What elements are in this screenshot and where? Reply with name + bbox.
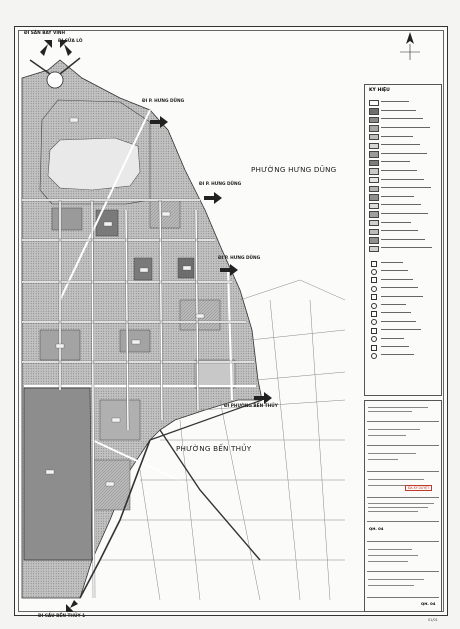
legend-text-line xyxy=(381,346,409,347)
legend-symbol-row xyxy=(369,327,441,333)
legend-swatch xyxy=(369,134,379,141)
legend-swatch xyxy=(369,125,379,132)
block-dark xyxy=(52,208,82,230)
legend-symbol-row xyxy=(369,268,441,274)
legend-row xyxy=(369,142,441,148)
legend-symbol-row xyxy=(369,319,441,325)
legend-text-line xyxy=(381,321,416,322)
legend-symbol-row xyxy=(369,352,441,358)
legend-swatch xyxy=(369,117,379,124)
legend-text-line xyxy=(381,304,406,305)
legend-text-line xyxy=(381,296,423,297)
legend-text-line xyxy=(381,101,409,102)
legend-symbol-row xyxy=(369,310,441,316)
legend-text-line xyxy=(381,270,408,271)
legend-text-line xyxy=(381,279,413,280)
legend-symbol-row xyxy=(369,285,441,291)
legend-text-line xyxy=(381,222,411,223)
legend-symbol xyxy=(371,277,377,283)
legend-swatch xyxy=(369,246,379,253)
drawing-code: QH. 04 xyxy=(369,526,384,531)
legend-swatch xyxy=(369,229,379,236)
legend-text-line xyxy=(381,354,414,355)
legend-row xyxy=(369,245,441,251)
legend-text-line xyxy=(381,213,428,214)
legend-symbol xyxy=(371,311,377,317)
legend-text-line xyxy=(381,312,411,313)
legend-swatch xyxy=(369,177,379,184)
legend-symbol xyxy=(371,294,377,300)
legend-row xyxy=(369,168,441,174)
direction-label-bridge: ĐI CẦU BẾN THỦY 1 xyxy=(38,614,86,619)
direction-label-hung-dung-1: ĐI P. HƯNG DŨNG xyxy=(142,99,185,104)
legend-text-line xyxy=(381,170,417,171)
legend-swatch xyxy=(369,168,379,175)
legend-symbol-row xyxy=(369,302,441,308)
legend-swatch xyxy=(369,151,379,158)
ward-label-hung-dung: PHƯỜNG HƯNG DŨNG xyxy=(251,165,337,174)
legend-panel xyxy=(364,84,442,396)
legend-row xyxy=(369,228,441,234)
legend-row xyxy=(369,125,441,131)
legend-swatch xyxy=(369,186,379,193)
legend-text-line xyxy=(381,204,421,205)
legend-text-line xyxy=(381,153,427,154)
legend-swatch xyxy=(369,211,379,218)
legend-text-line xyxy=(381,239,425,240)
direction-arrow-icon xyxy=(204,192,222,204)
sheet-reference: 01/01 xyxy=(428,618,438,622)
legend-symbol xyxy=(371,269,377,275)
legend-row xyxy=(369,194,441,200)
legend-symbol xyxy=(371,328,377,334)
legend-text-line xyxy=(381,287,418,288)
legend-row xyxy=(369,159,441,165)
legend-swatch xyxy=(369,203,379,210)
legend-symbol xyxy=(371,286,377,292)
legend-row xyxy=(369,133,441,139)
legend-symbol xyxy=(371,261,377,267)
legend-symbol-row xyxy=(369,335,441,341)
legend-symbol xyxy=(371,353,377,359)
legend-symbol-row xyxy=(369,260,441,266)
legend-row xyxy=(369,211,441,217)
legend-text-line xyxy=(381,187,431,188)
direction-label-cua-lo: ĐI CỬA LÒ xyxy=(58,39,83,44)
legend-text-line xyxy=(381,230,418,231)
legend-text-line xyxy=(381,161,410,162)
direction-arrow-icon xyxy=(40,40,52,56)
legend-swatch xyxy=(369,100,379,107)
legend-text-line xyxy=(381,118,423,119)
legend-swatch xyxy=(369,220,379,227)
legend-row xyxy=(369,99,441,105)
legend-symbol-row xyxy=(369,277,441,283)
legend-symbol-row xyxy=(369,293,441,299)
legend-text-line xyxy=(381,127,430,128)
direction-label-ben-thuy: ĐI PHƯỜNG BẾN THỦY xyxy=(224,404,278,409)
legend-text-line xyxy=(381,196,414,197)
legend-row xyxy=(369,151,441,157)
legend-row xyxy=(369,176,441,182)
legend-symbol-row xyxy=(369,344,441,350)
legend-symbol xyxy=(371,345,377,351)
legend-text-line xyxy=(381,247,432,248)
lake-park xyxy=(48,138,140,190)
title-block xyxy=(364,400,442,612)
legend-text-line xyxy=(381,329,421,330)
direction-label-hung-dung-2: ĐI P. HƯNG DŨNG xyxy=(199,182,242,187)
direction-label-hung-dung-3: ĐI P. HƯNG DŨNG xyxy=(218,256,261,261)
legend-symbol xyxy=(371,336,377,342)
legend-swatch xyxy=(369,108,379,115)
direction-arrow-icon xyxy=(66,600,78,612)
sheet-number: QH. 04 xyxy=(421,601,436,606)
large-block xyxy=(24,388,92,560)
legend-swatch xyxy=(369,143,379,150)
legend-text-line xyxy=(381,136,413,137)
legend-swatch xyxy=(369,237,379,244)
approval-stamp: ĐÃ KÝ DUYỆT xyxy=(405,485,432,491)
block-dark xyxy=(195,360,235,388)
legend-row xyxy=(369,185,441,191)
legend-text-line xyxy=(381,262,403,263)
legend-row xyxy=(369,202,441,208)
north-arrow-icon xyxy=(400,32,420,60)
legend-text-line xyxy=(381,338,404,339)
legend-text-line xyxy=(381,179,424,180)
legend-text-line xyxy=(381,110,416,111)
legend-symbol xyxy=(371,319,377,325)
legend-swatch xyxy=(369,194,379,201)
legend-symbol xyxy=(371,303,377,309)
legend-text-line xyxy=(381,144,420,145)
legend-row xyxy=(369,116,441,122)
direction-label-airport: ĐI SÂN BAY VINH xyxy=(24,31,66,36)
ward-label-ben-thuy: PHƯỜNG BẾN THỦY xyxy=(176,444,252,453)
legend-swatch xyxy=(369,160,379,167)
legend-row xyxy=(369,219,441,225)
legend-title: KÝ HIỆU xyxy=(369,88,390,93)
legend-row xyxy=(369,108,441,114)
legend-row xyxy=(369,237,441,243)
